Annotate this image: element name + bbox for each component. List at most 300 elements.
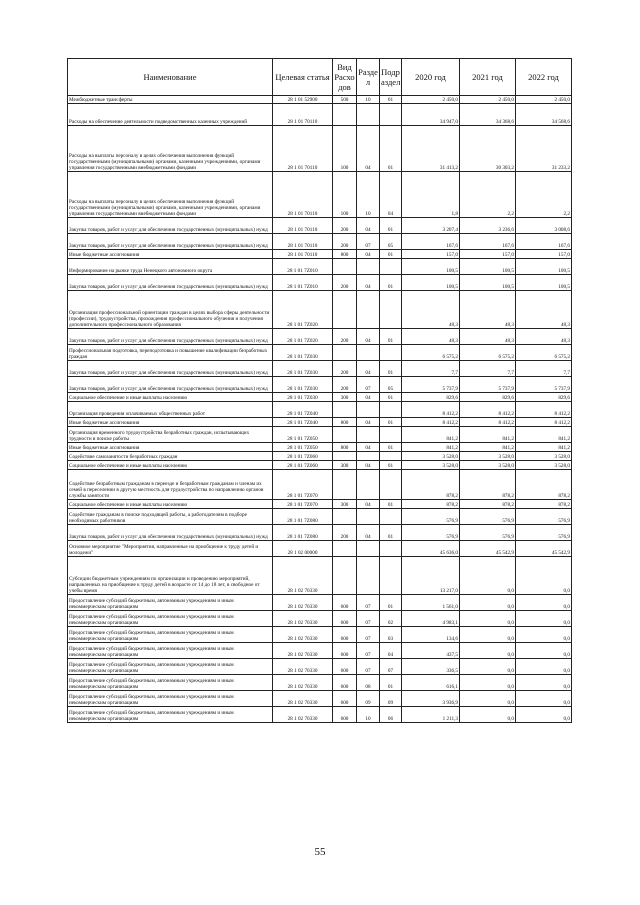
table-row	[68, 443, 572, 452]
cell-name: Предоставление субсидий бюджетным, автономным учреждениям и иным некоммерческим организациям	[68, 707, 273, 723]
cell-code: 28 1 01 7Z050	[273, 427, 333, 443]
cell-y2020: 7,7	[402, 361, 460, 377]
cell-razd: 04	[357, 500, 380, 509]
cell-code: 28 1 02 70330	[273, 707, 333, 723]
cell-vid: 200	[333, 525, 357, 541]
cell-podr	[380, 427, 402, 443]
cell-razd: 04	[357, 418, 380, 427]
cell-code: 28 1 01 7Z020	[273, 329, 333, 345]
cell-code: 28 1 01 7Z080	[273, 509, 333, 525]
cell-y2022: 3 008,6	[516, 218, 572, 234]
table-row	[68, 126, 572, 172]
cell-name: Расходы на выплаты персоналу в целях обеспечения выполнения функций государственными (муниципальными) органами, казенными учреждениями, органами управления государственными внебюджетными фондами	[68, 172, 273, 218]
cell-y2022: 576,9	[516, 525, 572, 541]
table-row	[68, 627, 572, 643]
cell-code: 28 1 01 7Z060	[273, 461, 333, 470]
cell-y2022: 829,6	[516, 393, 572, 402]
cell-code: 28 1 02 70330	[273, 557, 333, 595]
cell-y2021: 167,6	[460, 234, 516, 250]
cell-podr	[380, 345, 402, 361]
cell-razd	[357, 402, 380, 418]
cell-podr: 02	[380, 611, 402, 627]
cell-podr: 09	[380, 691, 402, 707]
cell-vid: 600	[333, 595, 357, 611]
cell-name: Закупка товаров, работ и услуг для обеспечения государственных (муниципальных) нужд	[68, 218, 273, 234]
cell-y2020: 100,5	[402, 275, 460, 291]
cell-code: 28 1 01 7Z020	[273, 291, 333, 329]
cell-razd	[357, 452, 380, 461]
header-vid: Вид Расхо дов	[333, 59, 357, 96]
cell-name: Иные бюджетные ассигнования	[68, 443, 273, 452]
header-2021: 2021 год	[460, 59, 516, 96]
cell-podr: 01	[380, 250, 402, 259]
cell-vid	[333, 509, 357, 525]
cell-y2021: 829,6	[460, 393, 516, 402]
cell-y2022: 0,0	[516, 557, 572, 595]
cell-vid	[333, 345, 357, 361]
cell-vid: 100	[333, 172, 357, 218]
cell-y2021: 6 575,2	[460, 345, 516, 361]
header-row	[68, 59, 572, 96]
cell-vid	[333, 104, 357, 126]
cell-code: 28 1 02 70330	[273, 659, 333, 675]
cell-name: Предоставление субсидий бюджетным, автономным учреждениям и иным некоммерческим организациям	[68, 691, 273, 707]
cell-podr: 04	[380, 172, 402, 218]
cell-y2020: 576,9	[402, 525, 460, 541]
cell-code: 28 1 02 70330	[273, 627, 333, 643]
cell-name: Закупка товаров, работ и услуг для обеспечения государственных (муниципальных) нужд	[68, 377, 273, 393]
cell-code: 28 1 01 7Z060	[273, 452, 333, 461]
cell-y2020: 31 413,2	[402, 126, 460, 172]
cell-podr: 01	[380, 418, 402, 427]
cell-y2020: 3 207,4	[402, 218, 460, 234]
table-row	[68, 259, 572, 275]
cell-name: Информирование на рынке труда Ненецкого автономного округа	[68, 259, 273, 275]
cell-podr	[380, 291, 402, 329]
cell-name: Субсидии бюджетным учреждениям по организации и проведению мероприятий, направленных на приобщение к труду детей в возрасте от 14 до 18 лет, в свободное от учебы время	[68, 557, 273, 595]
cell-name: Закупка товаров, работ и услуг для обеспечения государственных (муниципальных) нужд	[68, 361, 273, 377]
cell-y2022: 31 233,2	[516, 126, 572, 172]
cell-podr: 01	[380, 595, 402, 611]
table-row	[68, 659, 572, 675]
cell-y2020: 2 450,0	[402, 96, 460, 104]
cell-y2021: 0,0	[460, 627, 516, 643]
cell-y2021: 841,2	[460, 427, 516, 443]
header-razd: Разде л	[357, 59, 380, 96]
cell-y2022: 48,3	[516, 329, 572, 345]
table-row	[68, 525, 572, 541]
cell-y2020: 3 528,0	[402, 461, 460, 470]
cell-razd: 08	[357, 675, 380, 691]
cell-razd	[357, 345, 380, 361]
cell-code: 28 1 01 70110	[273, 172, 333, 218]
cell-y2022: 0,0	[516, 707, 572, 723]
cell-razd: 07	[357, 595, 380, 611]
cell-vid: 500	[333, 96, 357, 104]
cell-vid: 200	[333, 218, 357, 234]
cell-y2020: 157,0	[402, 250, 460, 259]
cell-name: Предоставление субсидий бюджетным, автономным учреждениям и иным некоммерческим организациям	[68, 675, 273, 691]
cell-vid	[333, 259, 357, 275]
cell-y2022: 48,3	[516, 291, 572, 329]
cell-vid	[333, 470, 357, 500]
cell-code: 28 1 01 7Z070	[273, 470, 333, 500]
cell-vid: 300	[333, 500, 357, 509]
table-row	[68, 234, 572, 250]
cell-y2020: 48,3	[402, 291, 460, 329]
cell-y2022: 5 737,9	[516, 377, 572, 393]
cell-y2021: 878,2	[460, 470, 516, 500]
table-row	[68, 329, 572, 345]
cell-y2020: 336,5	[402, 659, 460, 675]
cell-y2021: 0,0	[460, 675, 516, 691]
budget-page	[67, 58, 571, 723]
cell-podr	[380, 557, 402, 595]
table-row	[68, 393, 572, 402]
cell-y2020: 1 561,0	[402, 595, 460, 611]
cell-podr	[380, 509, 402, 525]
cell-code: 28 1 01 7Z040	[273, 402, 333, 418]
cell-y2022: 157,0	[516, 250, 572, 259]
cell-name: Содействие безработным гражданам в переезде и безработным гражданам и членам их семей в переселении в другую местность для трудоустройства по направлению органов службы занятости	[68, 470, 273, 500]
cell-podr: 01	[380, 361, 402, 377]
table-row	[68, 275, 572, 291]
cell-code: 28 1 01 70110	[273, 126, 333, 172]
cell-razd: 07	[357, 627, 380, 643]
cell-razd: 10	[357, 172, 380, 218]
cell-y2021: 0,0	[460, 557, 516, 595]
cell-y2020: 616,1	[402, 675, 460, 691]
cell-y2022: 878,2	[516, 500, 572, 509]
cell-code: 28 1 01 7Z030	[273, 361, 333, 377]
cell-y2020: 167,6	[402, 234, 460, 250]
table-row	[68, 509, 572, 525]
cell-podr: 01	[380, 500, 402, 509]
cell-y2021: 8 412,2	[460, 418, 516, 427]
cell-y2021: 0,0	[460, 643, 516, 659]
cell-razd	[357, 509, 380, 525]
cell-podr: 05	[380, 234, 402, 250]
cell-razd: 04	[357, 250, 380, 259]
cell-name: Социальное обеспечение и иные выплаты населению	[68, 500, 273, 509]
cell-y2021: 0,0	[460, 691, 516, 707]
cell-name: Содействие самозанятости безработных граждан	[68, 452, 273, 461]
cell-y2022: 6 575,2	[516, 345, 572, 361]
cell-podr: 01	[380, 126, 402, 172]
cell-vid: 600	[333, 691, 357, 707]
cell-podr: 04	[380, 643, 402, 659]
cell-y2022: 8 412,2	[516, 402, 572, 418]
cell-y2022: 2,2	[516, 172, 572, 218]
cell-y2021: 878,2	[460, 500, 516, 509]
cell-podr: 06	[380, 707, 402, 723]
cell-y2022: 0,0	[516, 675, 572, 691]
table-row	[68, 361, 572, 377]
cell-y2021: 841,2	[460, 443, 516, 452]
table-row	[68, 218, 572, 234]
cell-vid: 200	[333, 377, 357, 393]
cell-y2020: 3 936,9	[402, 691, 460, 707]
cell-name: Расходы на выплаты персоналу в целях обеспечения выполнения функций государственными (муниципальными) органами, казенными учреждениями, органами управления государственными внебюджетными фондами	[68, 126, 273, 172]
cell-name: Межбюджетные трансферты	[68, 96, 273, 104]
table-row	[68, 557, 572, 595]
cell-name: Предоставление субсидий бюджетным, автономным учреждениям и иным некоммерческим организациям	[68, 627, 273, 643]
header-code: Целевая статья	[273, 59, 333, 96]
cell-razd	[357, 259, 380, 275]
page-number: 55	[314, 846, 326, 858]
cell-podr: 01	[380, 461, 402, 470]
cell-name: Закупка товаров, работ и услуг для обеспечения государственных (муниципальных) нужд	[68, 275, 273, 291]
cell-podr: 07	[380, 659, 402, 675]
cell-vid: 200	[333, 361, 357, 377]
cell-podr: 05	[380, 377, 402, 393]
cell-code: 28 1 01 70110	[273, 234, 333, 250]
cell-razd: 04	[357, 461, 380, 470]
cell-y2021: 45 542,9	[460, 541, 516, 557]
cell-y2022: 167,6	[516, 234, 572, 250]
cell-name: Предоставление субсидий бюджетным, автономным учреждениям и иным некоммерческим организациям	[68, 595, 273, 611]
table-row	[68, 500, 572, 509]
cell-y2020: 878,2	[402, 470, 460, 500]
cell-razd: 04	[357, 218, 380, 234]
cell-code: 28 1 02 70330	[273, 643, 333, 659]
cell-vid	[333, 402, 357, 418]
cell-code: 28 1 01 7Z030	[273, 377, 333, 393]
cell-razd: 07	[357, 659, 380, 675]
cell-y2021: 2,2	[460, 172, 516, 218]
cell-podr	[380, 104, 402, 126]
cell-y2020: 841,2	[402, 443, 460, 452]
cell-name: Организация временного трудоустройства безработных граждан, испытывающих трудности в поиске работы	[68, 427, 273, 443]
cell-y2020: 134,6	[402, 627, 460, 643]
cell-y2021: 0,0	[460, 595, 516, 611]
cell-code: 28 1 01 7Z070	[273, 500, 333, 509]
cell-vid: 200	[333, 329, 357, 345]
cell-y2020: 4 983,1	[402, 611, 460, 627]
cell-podr: 01	[380, 218, 402, 234]
cell-y2021: 576,9	[460, 525, 516, 541]
table-row	[68, 707, 572, 723]
cell-name: Предоставление субсидий бюджетным, автономным учреждениям и иным некоммерческим организациям	[68, 611, 273, 627]
cell-vid: 300	[333, 393, 357, 402]
table-row	[68, 427, 572, 443]
cell-y2021: 48,3	[460, 291, 516, 329]
cell-y2022: 0,0	[516, 659, 572, 675]
cell-razd: 07	[357, 643, 380, 659]
cell-y2021: 3 528,0	[460, 461, 516, 470]
cell-y2020: 3 528,0	[402, 452, 460, 461]
cell-y2022: 841,2	[516, 427, 572, 443]
cell-code: 28 1 02 70330	[273, 691, 333, 707]
cell-razd: 10	[357, 96, 380, 104]
cell-razd: 07	[357, 234, 380, 250]
table-row	[68, 104, 572, 126]
cell-vid	[333, 291, 357, 329]
cell-razd	[357, 470, 380, 500]
cell-y2022: 100,5	[516, 275, 572, 291]
cell-vid: 800	[333, 250, 357, 259]
cell-vid: 600	[333, 611, 357, 627]
cell-name: Социальное обеспечение и иные выплаты населению	[68, 393, 273, 402]
cell-name: Предоставление субсидий бюджетным, автономным учреждениям и иным некоммерческим организациям	[68, 643, 273, 659]
table-row	[68, 418, 572, 427]
cell-vid: 800	[333, 418, 357, 427]
cell-y2020: 6 575,2	[402, 345, 460, 361]
cell-y2020: 841,2	[402, 427, 460, 443]
cell-name: Социальное обеспечение и иные выплаты населению	[68, 461, 273, 470]
cell-y2020: 437,5	[402, 643, 460, 659]
cell-razd	[357, 557, 380, 595]
cell-podr	[380, 541, 402, 557]
table-row	[68, 691, 572, 707]
cell-y2021: 157,0	[460, 250, 516, 259]
cell-y2020: 829,6	[402, 393, 460, 402]
table-row	[68, 611, 572, 627]
cell-vid: 600	[333, 675, 357, 691]
table-row	[68, 452, 572, 461]
cell-y2021: 576,9	[460, 509, 516, 525]
cell-name: Предоставление субсидий бюджетным, автономным учреждениям и иным некоммерческим организациям	[68, 659, 273, 675]
cell-podr: 01	[380, 675, 402, 691]
cell-razd: 04	[357, 361, 380, 377]
cell-vid: 600	[333, 659, 357, 675]
cell-code: 28 1 01 7Z080	[273, 525, 333, 541]
cell-code: 28 1 02 00000	[273, 541, 333, 557]
cell-podr	[380, 470, 402, 500]
cell-y2020: 45 636,0	[402, 541, 460, 557]
cell-vid: 200	[333, 275, 357, 291]
header-2022: 2022 год	[516, 59, 572, 96]
cell-y2022: 34 568,6	[516, 104, 572, 126]
cell-vid: 800	[333, 443, 357, 452]
table-row	[68, 96, 572, 104]
cell-code: 28 1 02 70330	[273, 675, 333, 691]
cell-y2022: 576,9	[516, 509, 572, 525]
cell-vid: 600	[333, 627, 357, 643]
cell-razd: 04	[357, 443, 380, 452]
cell-code: 28 1 01 7Z050	[273, 443, 333, 452]
cell-y2020: 48,3	[402, 329, 460, 345]
cell-razd	[357, 291, 380, 329]
cell-name: Иные бюджетные ассигнования	[68, 250, 273, 259]
cell-y2021: 3 528,0	[460, 452, 516, 461]
cell-y2022: 0,0	[516, 643, 572, 659]
cell-y2020: 100,5	[402, 259, 460, 275]
cell-code: 28 1 01 7Z030	[273, 393, 333, 402]
cell-razd	[357, 427, 380, 443]
cell-name: Закупка товаров, работ и услуг для обеспечения государственных (муниципальных) нужд	[68, 234, 273, 250]
cell-vid: 600	[333, 707, 357, 723]
cell-y2021: 30 303,2	[460, 126, 516, 172]
cell-razd: 04	[357, 329, 380, 345]
cell-y2021: 5 737,9	[460, 377, 516, 393]
cell-y2021: 100,5	[460, 259, 516, 275]
cell-y2020: 13 217,0	[402, 557, 460, 595]
cell-y2021: 48,3	[460, 329, 516, 345]
cell-podr: 01	[380, 443, 402, 452]
cell-code: 28 1 01 70110	[273, 250, 333, 259]
cell-y2020: 8 412,2	[402, 402, 460, 418]
cell-name: Иные бюджетные ассигнования	[68, 418, 273, 427]
table-row	[68, 345, 572, 361]
cell-y2021: 100,5	[460, 275, 516, 291]
cell-y2022: 100,5	[516, 259, 572, 275]
budget-table	[67, 58, 572, 723]
cell-name: Расходы на обеспечение деятельности подведомственных казенных учреждений	[68, 104, 273, 126]
cell-code: 28 1 01 70110	[273, 104, 333, 126]
cell-vid: 300	[333, 461, 357, 470]
cell-name: Содействие гражданам в поиске подходящей работы, а работодателям в подборе необходимых работников	[68, 509, 273, 525]
cell-name: Основное мероприятие "Мероприятия, направленные на приобщение к труду детей и молодежи"	[68, 541, 273, 557]
cell-y2022: 7,7	[516, 361, 572, 377]
cell-y2022: 45 542,9	[516, 541, 572, 557]
cell-y2021: 3 236,6	[460, 218, 516, 234]
cell-razd	[357, 104, 380, 126]
cell-vid	[333, 541, 357, 557]
cell-y2020: 8 412,2	[402, 418, 460, 427]
cell-razd: 07	[357, 611, 380, 627]
cell-podr	[380, 402, 402, 418]
cell-code: 28 1 02 70330	[273, 595, 333, 611]
cell-vid: 200	[333, 234, 357, 250]
cell-code: 28 1 01 7Z010	[273, 275, 333, 291]
cell-podr: 01	[380, 329, 402, 345]
cell-y2021: 0,0	[460, 611, 516, 627]
cell-name: Профессиональная подготовка, переподготовка и повышение квалификации безработных граждан	[68, 345, 273, 361]
cell-podr: 01	[380, 525, 402, 541]
cell-podr	[380, 452, 402, 461]
cell-y2022: 0,0	[516, 611, 572, 627]
table-row	[68, 172, 572, 218]
cell-y2020: 878,2	[402, 500, 460, 509]
cell-y2022: 3 528,0	[516, 461, 572, 470]
header-2020: 2020 год	[402, 59, 460, 96]
cell-podr: 01	[380, 96, 402, 104]
cell-code: 28 1 01 7Z040	[273, 418, 333, 427]
cell-y2021: 2 450,0	[460, 96, 516, 104]
cell-podr: 01	[380, 393, 402, 402]
cell-y2021: 8 412,2	[460, 402, 516, 418]
cell-vid: 100	[333, 126, 357, 172]
cell-name: Закупка товаров, работ и услуг для обеспечения государственных (муниципальных) нужд	[68, 525, 273, 541]
cell-name: Организация проведения оплачиваемых общественных работ	[68, 402, 273, 418]
cell-y2022: 8 412,2	[516, 418, 572, 427]
cell-razd	[357, 541, 380, 557]
cell-razd: 04	[357, 126, 380, 172]
table-row	[68, 595, 572, 611]
table-body	[68, 96, 572, 723]
table-row	[68, 470, 572, 500]
table-row	[68, 377, 572, 393]
cell-name: Закупка товаров, работ и услуг для обеспечения государственных (муниципальных) нужд	[68, 329, 273, 345]
cell-y2021: 7,7	[460, 361, 516, 377]
cell-code: 28 1 02 70330	[273, 611, 333, 627]
cell-y2020: 34 947,0	[402, 104, 460, 126]
cell-razd: 04	[357, 275, 380, 291]
table-row	[68, 250, 572, 259]
cell-y2022: 841,2	[516, 443, 572, 452]
cell-y2022: 2 450,0	[516, 96, 572, 104]
cell-razd: 10	[357, 707, 380, 723]
cell-vid	[333, 427, 357, 443]
cell-y2022: 3 528,0	[516, 452, 572, 461]
cell-vid	[333, 557, 357, 595]
cell-podr: 03	[380, 627, 402, 643]
header-podr: Подр аздел	[380, 59, 402, 96]
cell-y2020: 576,9	[402, 509, 460, 525]
cell-razd: 04	[357, 393, 380, 402]
table-row	[68, 643, 572, 659]
